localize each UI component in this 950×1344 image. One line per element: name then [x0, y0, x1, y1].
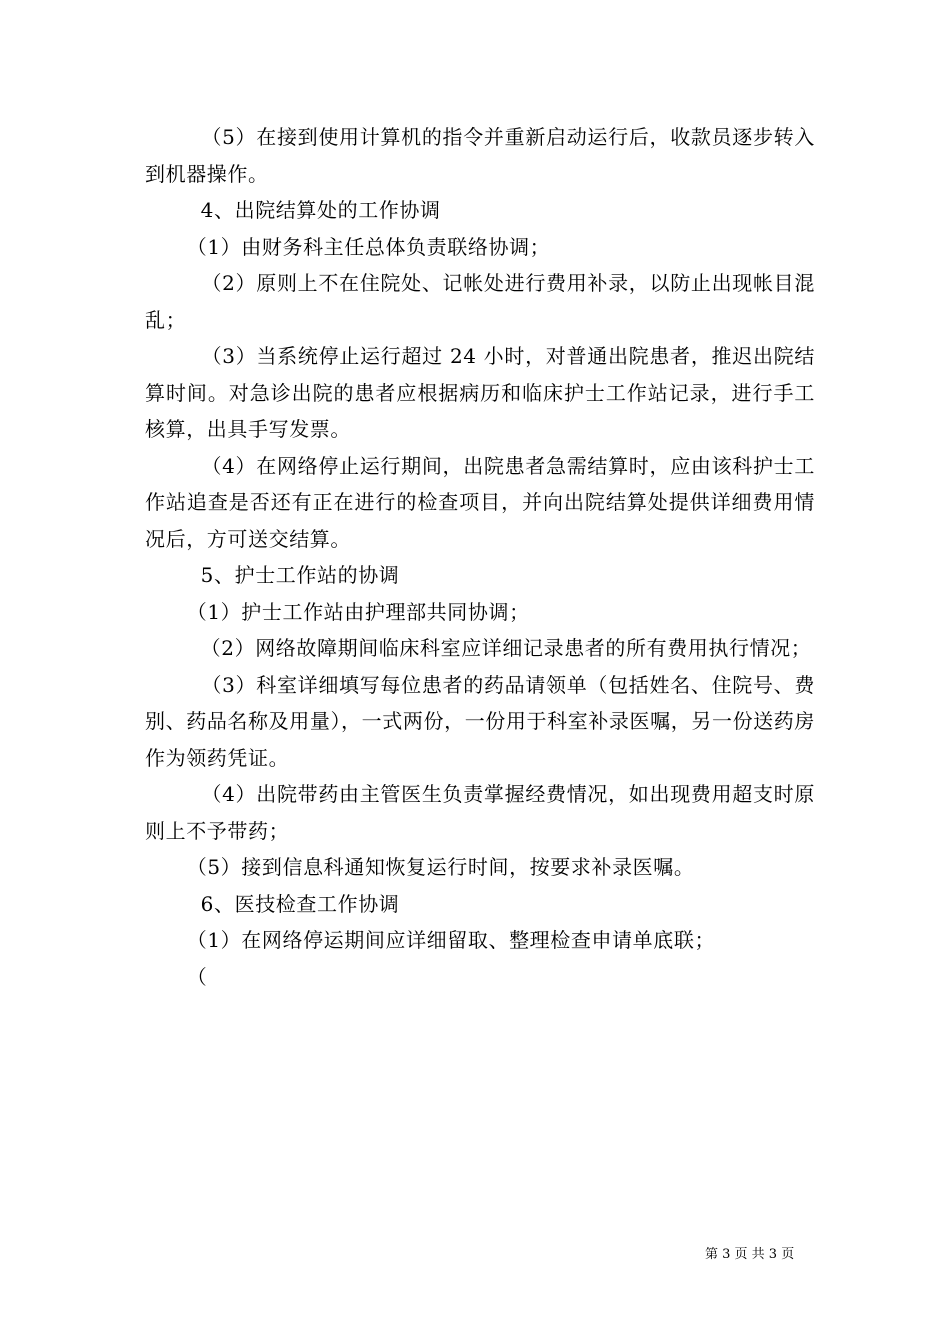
section-heading-4: 4、出院结算处的工作协调 — [145, 198, 441, 222]
paragraph-7: （2）网络故障期间临床科室应详细记录患者的所有费用执行情况； — [145, 636, 812, 660]
page-number-footer: 第 3 页 共 3 页 — [705, 1247, 795, 1262]
paragraph-9: （4）出院带药由主管医生负责掌握经费情况，如出现费用超支时原则上不予带药； — [145, 782, 815, 843]
paragraph-8: （3）科室详细填写每位患者的药品请领单（包括姓名、住院号、费别、药品名称及用量），一式两份，一份用于科室补录医嘱，另一份送药房作为领药凭证。 — [145, 672, 815, 770]
paragraph-3: （2）原则上不在住院处、记帐处进行费用补录，以防止出现帐目混乱； — [145, 271, 815, 332]
paragraph-5: （4）在网络停止运行期间，出院患者急需结算时，应由该科护士工作站追查是否还有正在进行的检查项目，并向出院结算处提供详细费用情况后，方可送交结算。 — [145, 453, 815, 551]
paragraph-12: （ — [145, 964, 208, 989]
paragraph-11: （1）在网络停运期间应详细留取、整理检查申请单底联； — [145, 928, 716, 952]
paragraph-2: （1）由财务科主任总体负责联络协调； — [145, 234, 551, 259]
paragraph-4: （3）当系统停止运行超过 24 小时，对普通出院患者，推迟出院结算时间。对急诊出院的患者应根据病历和临床护士工作站记录，进行手工核算，出具手写发票。 — [145, 344, 815, 441]
paragraph-1: （5）在接到使用计算机的指令并重新启动运行后，收款员逐步转入到机器操作。 — [145, 125, 815, 186]
section-heading-5: 5、护士工作站的协调 — [145, 563, 400, 587]
section-heading-6: 6、医技检查工作协调 — [145, 891, 400, 916]
paragraph-6: （1）护士工作站由护理部共同协调； — [145, 599, 530, 624]
paragraph-10: （5）接到信息科通知恢复运行时间，按要求补录医嘱。 — [145, 855, 695, 879]
document-body — [145, 119, 815, 995]
